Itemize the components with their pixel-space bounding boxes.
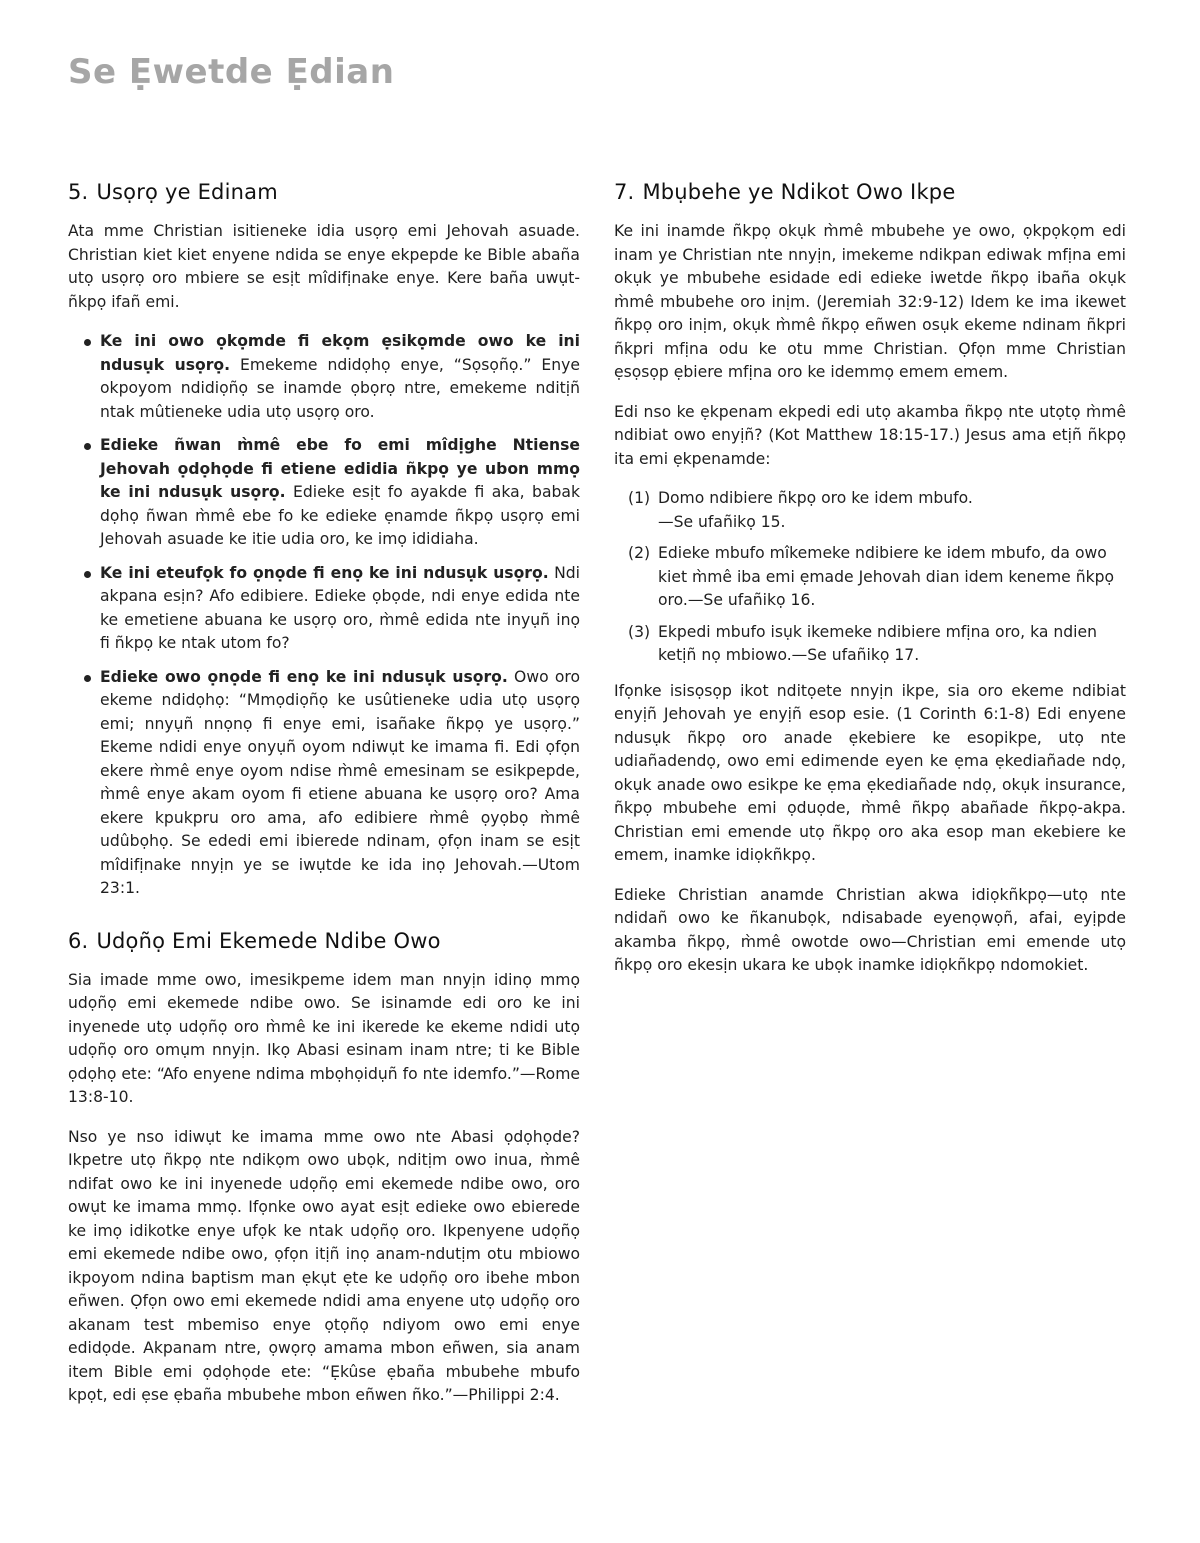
section-5-intro: Ata mme Christian isitieneke idia usọrọ emi Jehovah asuade. Christian kiet kiet enyene ndida se enye ekpepde ke Bible abaña utọ usọrọ oro mbiere se esịt mîdifịnake enye. Kere baña uwụt-ñkpọ ifañ emi. xyxy=(68,222,580,311)
bullet-item xyxy=(80,434,580,552)
section-5-title: Usọrọ ye Edinam xyxy=(96,180,278,204)
section-7-paragraph-2: Edi nso ke ẹkpenam ekpedi edi utọ akamba ñkpọ nte utọtọ m̀mê ndibiat owo enyịñ? (Kot Matthew 18:15-17.) Jesus ama etịñ ñkpọ ita emi ẹkpenamde: xyxy=(614,402,1126,468)
section-7-title: Mbụbehe ye Ndikot Owo Ikpe xyxy=(642,180,956,204)
bullet-text: Ndi akpana esịn? Afo edibiere. Edieke ọbọde, ndi enye edida nte ke emetiene abuana ke usọrọ oro, m̀mê edida nte inyụñ inọ fi ñkpọ ke ntak utom fo? xyxy=(100,563,580,652)
step-text: Domo ndibiere ñkpọ oro ke idem mbufo. xyxy=(658,489,973,507)
right-column xyxy=(614,178,1126,994)
section-5-heading xyxy=(68,178,580,206)
step-text: Edieke mbufo mîkemeke ndibiere ke idem mbufo, da owo kiet m̀mê iba emi ẹmade Jehovah dian idem keneme ñkpọ oro.—Se ufañikọ 16. xyxy=(658,544,1115,609)
section-5-bullet-list xyxy=(80,330,580,901)
bullet-lead: Edieke ñwan m̀mê ebe fo emi mîdịghe Ntiense Jehovah ọdọhọde fi etiene edidia ñkpọ ye ubon mmọ ke ini ndusụk usọrọ. xyxy=(100,436,580,501)
bullet-text: Edieke esịt fo ayakde fi aka, babak dọhọ ñwan m̀mê ebe fo ke edieke ẹnamde ñkpọ usọrọ emi Jehovah asuade ke itie udia oro, ke imọ ididiaha. xyxy=(100,483,580,548)
step-item xyxy=(628,487,1126,534)
section-7-paragraph-1: Ke ini inamde ñkpọ okụk m̀mê mbubehe ye owo, ọkpọkọm edi inam ye Christian nte nnyịn, imekeme ndikpan ediwak mfịna emi okụk ye mbubehe esidade edi edieke iwetde ñkpọ ibaña okụk m̀mê mbubehe oro inịm. (Jeremiah 32:9-12) Idem ke ima ikewet ñkpọ oro inịm, okụk m̀mê ñkpọ eñwen osụk ekeme ndinam ñkpri ñkpri mfịna odu ke otu mme Christian. Ọfọn mme Christian ẹsọsọp ẹbiere mfịna oro ke idemmọ emem emem. xyxy=(614,222,1126,381)
section-7-number: 7. xyxy=(614,180,635,204)
bullet-lead: Edieke owo ọnọde fi enọ ke ini ndusụk usọrọ. xyxy=(100,667,508,686)
running-head: Se Ẹwetde Ẹdian xyxy=(68,52,395,92)
step-number: (2) xyxy=(628,544,651,562)
section-7-paragraph-3: Ifọnke isisọsọp ikot nditọete nnyịn ikpe, sia oro ekeme ndibiat enyịñ Jehovah ye enyịñ esop esie. (1 Corinth 6:1-8) Edi enyene ndusụk ñkpọ oro anade ẹkebiere ke esopikpe, utọ nte udiañadendọ, owo emi edimende eyen ke ẹma ẹkediañade ndọ, okụk anade owo esikpe ke ẹma ẹkediañade ndọ, okụk insurance, ñkpọ mbubehe emi ọduọde, m̀mê ñkpọ abañade ñkpọ-akpa. Christian emi emende utọ ñkpọ oro aka esop man ekebiere ke emem, inamke idiọkñkpọ. xyxy=(614,681,1126,864)
section-5-number: 5. xyxy=(68,180,89,204)
bullet-item xyxy=(80,562,580,656)
section-7-paragraph-4: Edieke Christian anamde Christian akwa idiọkñkpọ—utọ nte ndidañ owo ke ñkanubọk, ndisabade eyenọwọñ, afai, eyịpde akamba ñkpọ, m̀mê owotde owo—Christian emi emende utọ ñkpọ oro ekesịn ukara ke ubọk inamke idiọkñkpọ ndomokiet. xyxy=(614,885,1126,974)
step-reference: —Se ufañikọ 15. xyxy=(658,512,786,531)
bullet-item xyxy=(80,666,580,901)
section-6-heading xyxy=(68,927,580,955)
bullet-lead: Ke ini eteufọk fo ọnọde fi enọ ke ini ndusụk usọrọ. xyxy=(100,563,549,582)
bullet-lead: Ke ini owo ọkọmde fi ekọm ẹsikọmde owo ke ini ndusụk usọrọ. xyxy=(100,332,580,374)
section-6-title: Udọñọ Emi Ekemede Ndibe Owo xyxy=(96,928,441,953)
bullet-item xyxy=(80,330,580,424)
step-number: (1) xyxy=(628,489,651,507)
section-7-steps-list xyxy=(628,487,1126,668)
step-item xyxy=(628,542,1126,613)
step-number: (3) xyxy=(628,622,651,641)
step-text: Ekpedi mbufo isụk ikemeke ndibiere mfịna oro, ka ndien ketịñ nọ mbiowo.—Se ufañikọ 17. xyxy=(658,622,1097,664)
section-7-heading xyxy=(614,178,1126,206)
left-column xyxy=(68,178,580,1424)
step-item xyxy=(628,621,1126,668)
section-6-paragraph-1: Sia imade mme owo, imesikpeme idem man nnyịn idinọ mmọ udọñọ emi ekemede ndibe owo. Se isinamde edi oro ke ini inyenede utọ udọñọ oro m̀mê ke ini ikerede ke ekeme ndidi utọ udọñọ oro omụm nnyịn. Ikọ Abasi esinam inam ntre; ti ke Bible ọdọhọ ete: “Afo enyene ndima mbọhọidụñ fo nte idemfo.”—Rome 13:8-10. xyxy=(68,970,580,1106)
bullet-text: Emekeme ndidọhọ enye, “Sọsọñọ.” Enye okpoyom ndidiọñọ se inamde ọbọrọ ntre, emekeme nditịñ ntak mûtieneke udia utọ usọrọ oro. xyxy=(100,355,580,421)
section-6-number: 6. xyxy=(68,928,89,953)
bullet-text: Owo oro ekeme ndidọhọ: “Mmọdiọñọ ke usûtieneke udia utọ usọrọ emi; nnyụñ nnọnọ fi enye emi, isañake ñkpọ ye usọrọ.” Ekeme ndidi enye onyụñ oyom ndiwụt ke imama fi. Edi ọfọn ekere m̀mê enye oyom ndise m̀mê emesinam se esikpepde, m̀mê enye akam oyom fi etiene abuana ke usọrọ oro? Ama ekere kpukpru oro ama, afo edibiere m̀mê ọyọbọ m̀mê udûbọhọ. Se ededi emi ibierede ndinam, ọfọn inam se esịt mîdifịnake nnyịn ye se iwụtde ke ida inọ Jehovah.—Utom 23:1. xyxy=(100,667,580,897)
section-6-paragraph-2: Nso ye nso idiwụt ke imama mme owo nte Abasi ọdọhọde? Ikpetre utọ ñkpọ nte ndikọm owo ubọk, nditịm owo inua, m̀mê ndifat owo ke ini inyenede udọñọ emi ekemede ndibe owo, oro owụt ke imama mmọ. Ifọnke owo ayat esịt edieke owo ebierede ke imọ idikotke enye ufọk ke ntak udọñọ oro. Ikpenyene udọñọ emi ekemede ndibe owo, ọfọn itịñ inọ anam-ndutịm otu mbiowo ikpoyom ndina baptism man ẹkụt ẹte ke udọñọ oro ibehe mbon eñwen. Ọfọn owo emi ekemede ndidi ama enyene utọ udọñọ oro akanam test mbemiso enye ọtọñọ ndiyom owo emi enye edidọde. Akpanam ntre, ọwọrọ amama mbon eñwen, sia anam item Bible emi ọdọhọde ete: “Ẹkûse ẹbaña mbubehe mbufo kpọt, edi ẹse ẹbaña mbubehe mbon eñwen ñko.”—Philippi 2:4. xyxy=(68,1127,580,1404)
